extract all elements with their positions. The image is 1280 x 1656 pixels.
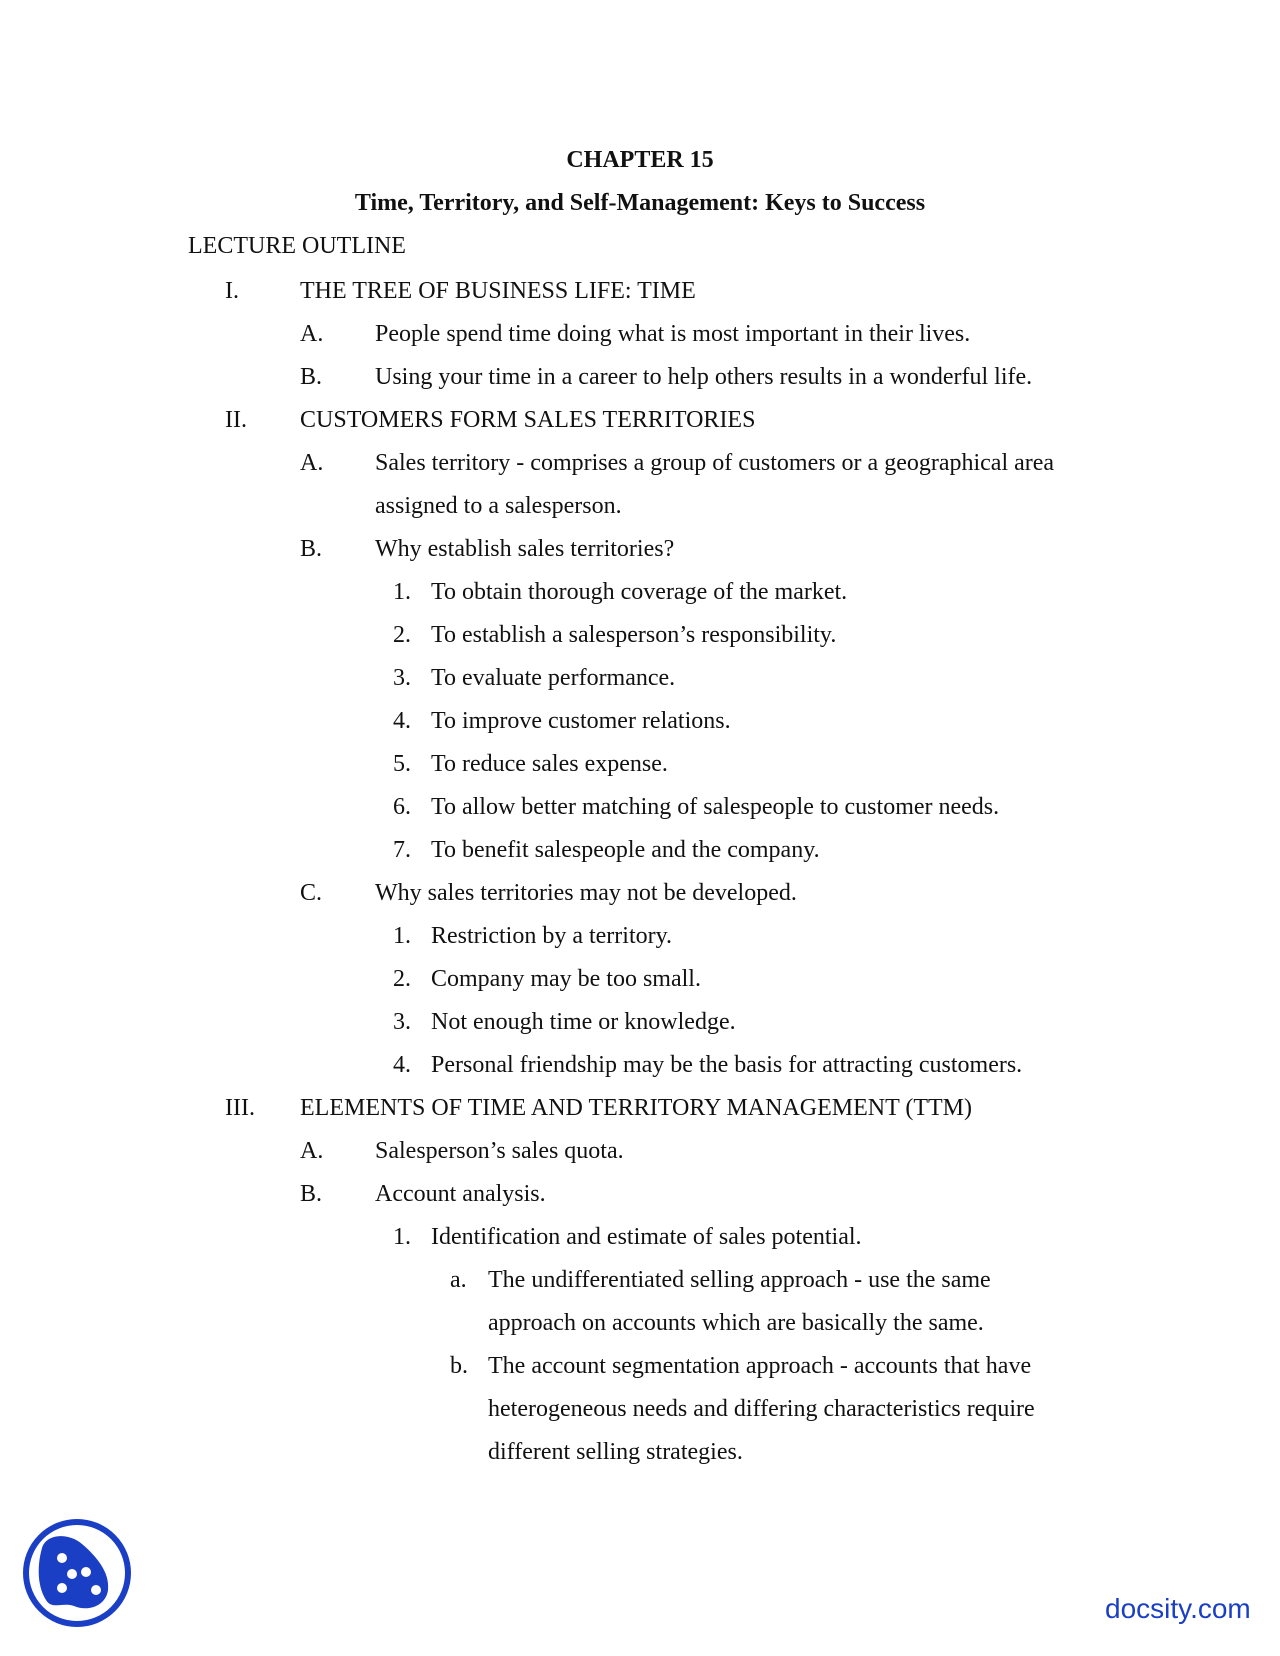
- point-letter: A.: [300, 1138, 324, 1164]
- point-letter: A.: [300, 321, 324, 347]
- sub-item: [0, 1265, 1280, 1308]
- outline-point: [0, 319, 1280, 362]
- point-text: People spend time doing what is most important in their lives.: [375, 321, 971, 347]
- outline-section: [0, 1093, 1280, 1136]
- item-number: 1.: [393, 579, 411, 605]
- list-item: [0, 1222, 1280, 1265]
- item-number: 2.: [393, 622, 411, 648]
- outline-point: [0, 534, 1280, 577]
- point-text: Salesperson’s sales quota.: [375, 1138, 624, 1164]
- sub-item-continuation: [0, 1308, 1280, 1351]
- item-text: To reduce sales expense.: [431, 751, 668, 777]
- item-number: 1.: [393, 923, 411, 949]
- item-text: Not enough time or knowledge.: [431, 1009, 736, 1035]
- list-item: [0, 1007, 1280, 1050]
- chapter-heading: CHAPTER 15: [566, 147, 714, 173]
- item-number: 6.: [393, 794, 411, 820]
- list-item: [0, 792, 1280, 835]
- outline-point: [0, 448, 1280, 491]
- point-letter: A.: [300, 450, 324, 476]
- item-text: To allow better matching of salespeople to customer needs.: [431, 794, 1000, 820]
- outline-point: [0, 1136, 1280, 1179]
- sub-item-letter: a.: [450, 1267, 467, 1293]
- chapter-title: Time, Territory, and Self-Management: Keys to Success: [354, 190, 926, 216]
- point-letter: B.: [300, 536, 323, 562]
- list-item: [0, 663, 1280, 706]
- list-item: [0, 835, 1280, 878]
- sub-item-letter: b.: [450, 1353, 468, 1379]
- item-text: To establish a salesperson’s responsibility.: [431, 622, 837, 648]
- item-text: Restriction by a territory.: [431, 923, 673, 949]
- outline-section: [0, 276, 1280, 319]
- section-heading: THE TREE OF BUSINESS LIFE: TIME: [300, 278, 696, 304]
- item-text: To evaluate performance.: [431, 665, 676, 691]
- point-continuation: [0, 491, 1280, 534]
- item-text: To obtain thorough coverage of the market.: [431, 579, 848, 605]
- outline-point: [0, 878, 1280, 921]
- sub-item-continuation: [0, 1394, 1280, 1437]
- section-number: I.: [225, 278, 239, 304]
- sub-item-text-continued: different selling strategies.: [488, 1439, 743, 1465]
- item-text: Identification and estimate of sales potential.: [431, 1224, 862, 1250]
- item-number: 4.: [393, 708, 411, 734]
- lecture-outline: [0, 276, 1280, 1480]
- section-heading: CUSTOMERS FORM SALES TERRITORIES: [300, 407, 756, 433]
- docsity-logo-icon[interactable]: [22, 1518, 132, 1628]
- outline-point: [0, 362, 1280, 405]
- point-letter: B.: [300, 1181, 323, 1207]
- point-text: Account analysis.: [375, 1181, 546, 1207]
- outline-point: [0, 1179, 1280, 1222]
- item-text: Company may be too small.: [431, 966, 701, 992]
- list-item: [0, 749, 1280, 792]
- outline-label: LECTURE OUTLINE: [188, 233, 406, 259]
- section-number: II.: [225, 407, 247, 433]
- list-item: [0, 620, 1280, 663]
- list-item: [0, 577, 1280, 620]
- point-text: Sales territory - comprises a group of customers or a geographical area: [375, 450, 1055, 476]
- item-number: 3.: [393, 665, 411, 691]
- point-text: Why sales territories may not be developed.: [375, 880, 797, 906]
- sub-item-continuation: [0, 1437, 1280, 1480]
- section-number: III.: [225, 1095, 255, 1121]
- sub-item: [0, 1351, 1280, 1394]
- list-item: [0, 706, 1280, 749]
- list-item: [0, 964, 1280, 1007]
- item-number: 3.: [393, 1009, 411, 1035]
- point-text-continued: assigned to a salesperson.: [375, 493, 622, 519]
- sub-item-text-continued: heterogeneous needs and differing characteristics require: [488, 1396, 1035, 1422]
- docsity-brand-link[interactable]: docsity.com: [1105, 1593, 1251, 1624]
- item-number: 7.: [393, 837, 411, 863]
- item-number: 2.: [393, 966, 411, 992]
- point-letter: C.: [300, 880, 323, 906]
- section-heading: ELEMENTS OF TIME AND TERRITORY MANAGEMENT (TTM): [300, 1095, 972, 1121]
- sub-item-text: The account segmentation approach - accounts that have: [488, 1353, 1032, 1379]
- point-text: Using your time in a career to help others results in a wonderful life.: [375, 364, 1033, 390]
- list-item: [0, 921, 1280, 964]
- point-text: Why establish sales territories?: [375, 536, 675, 562]
- sub-item-text-continued: approach on accounts which are basically the same.: [488, 1310, 984, 1336]
- item-number: 1.: [393, 1224, 411, 1250]
- item-text: Personal friendship may be the basis for attracting customers.: [431, 1052, 1023, 1078]
- item-text: To benefit salespeople and the company.: [431, 837, 820, 863]
- point-letter: B.: [300, 364, 323, 390]
- list-item: [0, 1050, 1280, 1093]
- outline-section: [0, 405, 1280, 448]
- item-text: To improve customer relations.: [431, 708, 731, 734]
- sub-item-text: The undifferentiated selling approach - use the same: [488, 1267, 991, 1293]
- item-number: 5.: [393, 751, 411, 777]
- item-number: 4.: [393, 1052, 411, 1078]
